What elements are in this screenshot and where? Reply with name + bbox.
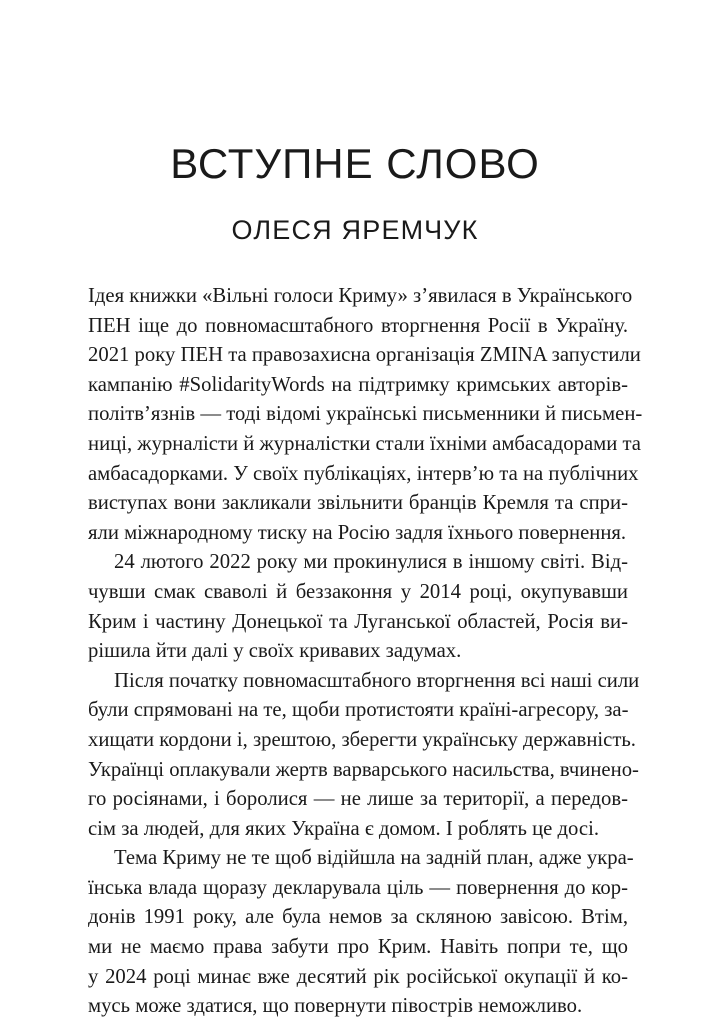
text-line: мусь може здатися, що повернути півострів неможливо.	[88, 995, 583, 1018]
text-line: Після початку повномасштабного вторгнення всі наші сили	[114, 669, 640, 692]
text-line: ниці, журналісти й журналістки стали їхніми амбасадорами та	[88, 432, 641, 455]
chapter-title: ВСТУПНЕ СЛОВО	[170, 140, 540, 187]
text-line: 2021 року ПЕН та правозахисна організація ZMINA запустили	[88, 344, 641, 367]
text-line: амбасадорками. У своїх публікаціях, інтерв’ю та на публічних	[88, 462, 639, 485]
text-line: чувши смак сваволі й беззаконня у 2014 році, окупувавши	[88, 580, 628, 603]
text-line: Крим і частину Донецької та Луганської областей, Росія ви-	[88, 610, 628, 633]
text-line: Українці оплакували жертв варварського насильства, вчинено-	[88, 758, 639, 781]
paragraph	[88, 282, 643, 548]
text-line: сім за людей, для яких Україна є домом. І роблять це досі.	[88, 817, 599, 840]
text-line: були спрямовані на те, щоби протистояти країні-агресору, за-	[88, 699, 629, 722]
paragraph	[88, 667, 640, 845]
body-text	[88, 282, 643, 1022]
text-line: виступах вони закликали звільнити бранців Кремля та спри-	[88, 492, 628, 515]
text-line: Ідея книжки «Вільні голоси Криму» з’явилася в Українського	[88, 285, 633, 307]
text-line: Тема Криму не те щоб відійшла на задній план, адже укра-	[114, 847, 634, 870]
text-line: яли міжнародному тиску на Росію задля їхнього повернення.	[88, 521, 627, 544]
text-line: у 2024 році минає вже десятий рік російської окупації й ко-	[88, 965, 628, 988]
author-name: ОЛЕСЯ ЯРЕМЧУК	[231, 215, 479, 245]
paragraph	[88, 844, 634, 1022]
text-line: кампанію #SolidarityWords на підтримку кримських авторів-	[88, 373, 628, 396]
text-line: хищати кордони і, зрештою, зберегти українську державність.	[88, 728, 636, 751]
paragraph	[88, 548, 628, 666]
text-line: 24 лютого 2022 року ми прокинулися в іншому світі. Від-	[114, 551, 628, 574]
text-line: політв’язнів — тоді відомі українські письменники й письмен-	[88, 403, 643, 426]
text-line: донів 1991 року, але була немов за скляною завісою. Втім,	[88, 906, 628, 929]
text-line: го росіянами, і боролися — не лише за території, а передов-	[88, 788, 628, 811]
text-line: ПЕН іще до повномасштабного вторгнення Росії в Україну.	[88, 314, 628, 337]
text-line: їнська влада щоразу декларувала ціль — повернення до кор-	[88, 876, 628, 899]
text-line: ми не маємо права забути про Крим. Навіть попри те, що	[88, 936, 628, 959]
text-line: рішила йти далі у своїх кривавих задумах.	[88, 640, 462, 663]
